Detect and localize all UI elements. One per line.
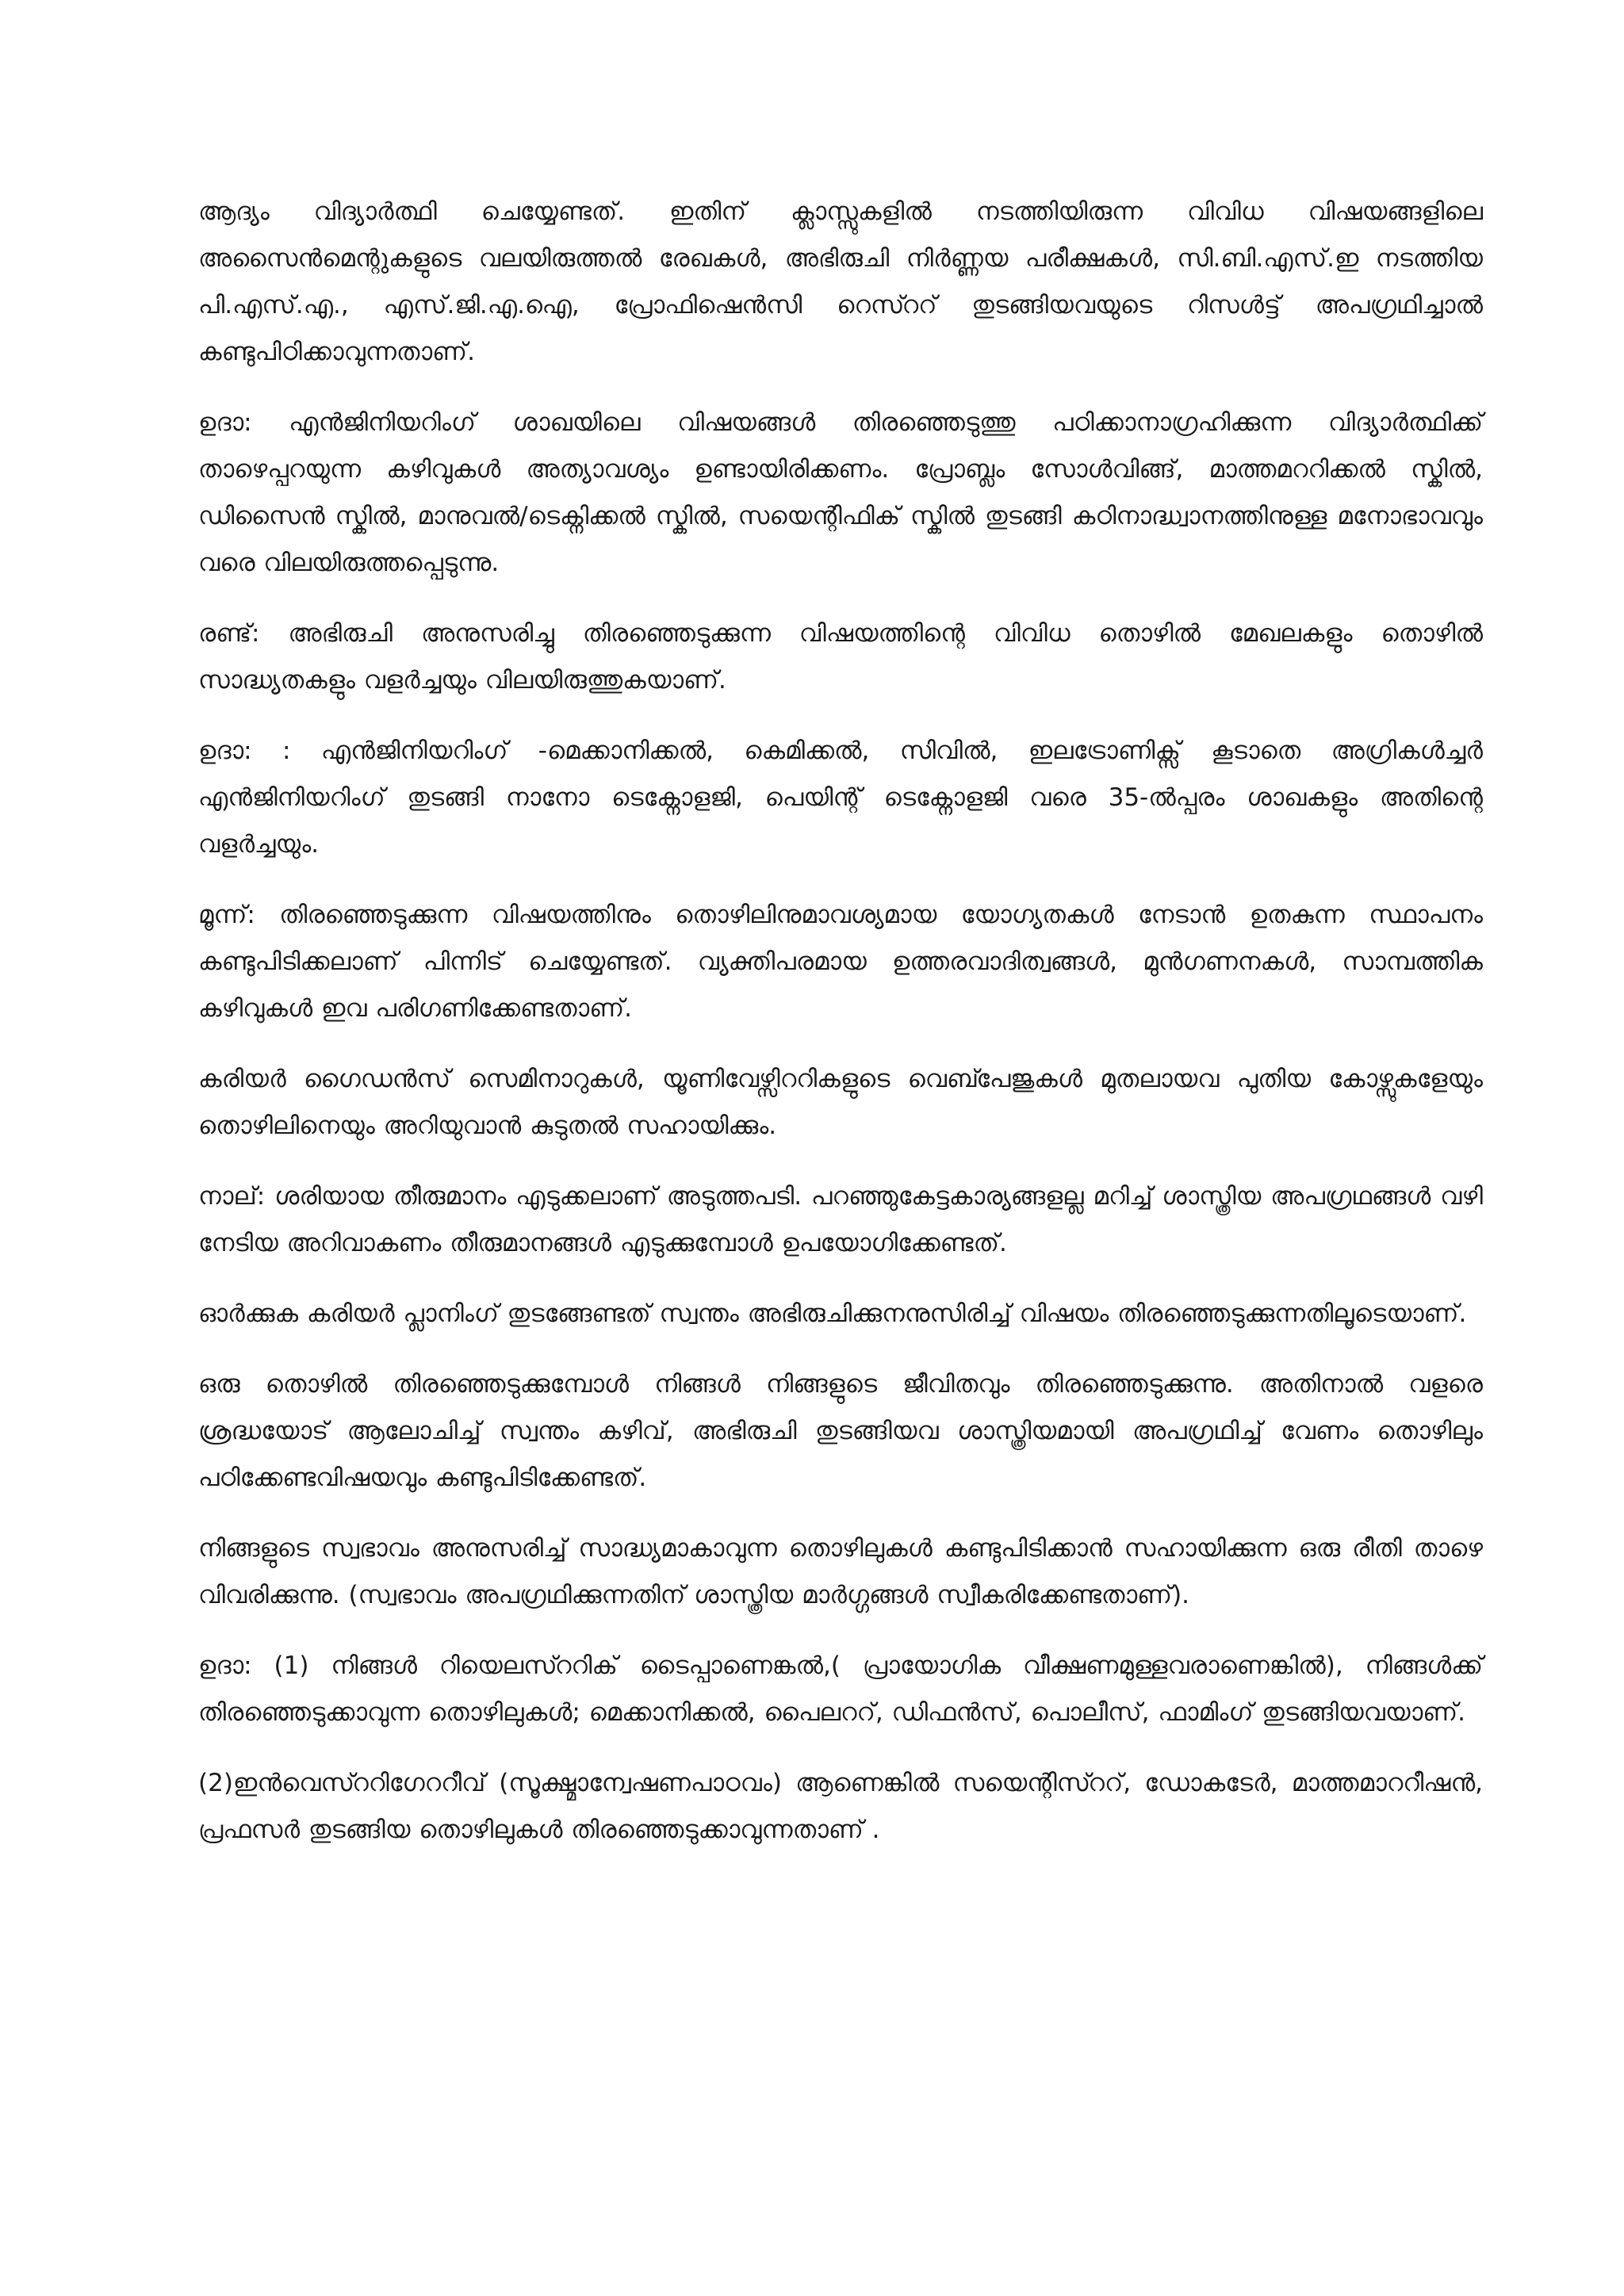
paragraph-4: ഉദാ: : എൻജിനിയറിംഗ് -മെക്കാനിക്കൽ, കെമിക്കൽ, സിവിൽ, ഇലട്രോണിക്സ് കൂടാതെ അഗ്രികൾച്ചർ എൻജിനിയറിംഗ് തുടങ്ങി നാനോ ടെക്നോളജി, പെയിന്റ് ടെക്നോളജി വരെ 35-ൽപ്പരം ശാഖകളും അതിന്റെ വളർച്ചയും. (198, 737, 1483, 859)
paragraph-5: മൂന്ന്: തിരഞ്ഞെടുക്കുന്ന വിഷയത്തിനും തൊഴിലിനുമാവശ്യമായ യോഗ്യതകൾ നേടാൻ ഉതകുന്ന സ്ഥാപനം കണ്ടുപിടിക്കലാണ് പിന്നിട് ചെയ്യേണ്ടത്. വ്യക്തിപരമായ ഉത്തരവാദിത്വങ്ങൾ, മുൻഗണനകൾ, സാമ്പത്തിക കഴിവുകൾ ഇവ പരിഗണിക്കേണ്ടതാണ്. (198, 901, 1483, 1023)
paragraph-9: ഒരു തൊഴിൽ തിരഞ്ഞെടുക്കുമ്പോൾ നിങ്ങൾ നിങ്ങളുടെ ജീവിതവും തിരഞ്ഞെടുക്കുന്നു. അതിനാൽ വളരെ ശ്രദ്ധയോട് ആലോചിച്ച് സ്വന്തം കഴിവ്, അഭിരുചി തുടങ്ങിയവ ശാസ്ത്രിയമായി അപഗ്രഥിച്ച് വേണം തൊഴിലും പഠിക്കേണ്ടവിഷയവും കണ്ടുപിടിക്കേണ്ടത്. (198, 1370, 1483, 1492)
paragraph-7: നാല്: ശരിയായ തീരുമാനം എടുക്കലാണ് അടുത്തപടി. പറഞ്ഞുകേട്ടകാര്യങ്ങളല്ല മറിച്ച് ശാസ്ത്രിയ അപഗ്രഥങ്ങൾ വഴി നേടിയ അറിവാകണം തീരുമാനങ്ങൾ എടുക്കുമ്പോൾ ഉപയോഗിക്കേണ്ടത്. (198, 1182, 1483, 1257)
paragraph-2: ഉദാ: എൻജിനിയറിംഗ് ശാഖയിലെ വിഷയങ്ങൾ തിരഞ്ഞെടുത്തു പഠിക്കാനാഗ്രഹിക്കുന്ന വിദ്യാർത്ഥിക്ക് താഴെപ്പറയുന്ന കഴിവുകൾ അത്യാവശ്യം ഉണ്ടായിരിക്കണം. പ്രോബ്ലം സോൾവിങ്ങ്, മാത്തമററിക്കൽ സ്കിൽ, ഡിസൈൻ സ്കിൽ, മാനുവൽ/ടെക്നിക്കൽ സ്കിൽ, സയെന്റിഫിക് സ്കിൽ തുടങ്ങി കഠിനാദ്ധ്വാനത്തിനുള്ള മനോഭാവവും വരെ വിലയിരുത്തപ്പെടുന്നു. (198, 408, 1483, 577)
paragraph-6: കരിയർ ഗൈഡൻസ് സെമിനാറുകൾ, യൂണിവേഴ്സിററികളുടെ വെബ്പേജുകൾ മുതലായവ പുതിയ കോഴ്സുകളേയും തൊഴിലിനെയും അറിയുവാൻ കുടുതൽ സഹായിക്കും. (198, 1065, 1483, 1140)
paragraph-8: ഓർക്കുക കരിയർ പ്ലാനിംഗ് തുടങ്ങേണ്ടത് സ്വന്തം അഭിരുചിക്കുനനുസിരിച്ച് വിഷയം തിരഞ്ഞെടുക്കുന്നതിലൂടെയാണ്. (198, 1299, 1467, 1328)
paragraph-3: രണ്ട്: അഭിരുചി അനുസരിച്ചു തിരഞ്ഞെടുക്കുന്ന വിഷയത്തിന്റെ വിവിധ തൊഴിൽ മേഖലകളും തൊഴിൽ സാദ്ധ്യതകളും വളർച്ചയും വിലയിരുത്തുകയാണ്. (198, 619, 1483, 695)
paragraph-10: നിങ്ങളുടെ സ്വഭാവം അനുസരിച്ച് സാദ്ധ്യമാകാവുന്ന തൊഴിലുകൾ കണ്ടുപിടിക്കാൻ സഹായിക്കുന്ന ഒരു രീതി താഴെ വിവരിക്കുന്നു. (സ്വഭാവം അപഗ്രഥിക്കുന്നതിന് ശാസ്ത്രിയ മാർഗ്ഗങ്ങൾ സ്വീകരിക്കേണ്ടതാണ്). (198, 1534, 1483, 1609)
paragraph-12: (2)ഇൻവെസ്ററിഗേററീവ് (സൂക്ഷ്മാന്വേഷണപാഠവം) ആണെങ്കിൽ സയെന്റിസ്ററ്, ഡോകടേർ, മാത്തമാററീഷൻ, പ്രഫസർ തുടങ്ങിയ തൊഴിലുകൾ തിരഞ്ഞെടുക്കാവുന്നതാണ് . (198, 1769, 1483, 1844)
paragraph-11: ഉദാ: (1) നിങ്ങൾ റിയെലസ്ററിക് ടൈപ്പാണെങ്കൽ,( പ്രായോഗിക വീക്ഷണമുള്ളവരാണെങ്കിൽ), നിങ്ങൾക്ക് തിരഞ്ഞെടുക്കാവുന്ന തൊഴിലുകൾ; മെക്കാനിക്കൽ, പൈലററ്, ഡിഫൻസ്, പൊലീസ്, ഫാമിംഗ് തുടങ്ങിയവയാണ്. (198, 1651, 1483, 1727)
paragraph-1: ആദ്യം വിദ്യാർത്ഥി ചെയ്യേണ്ടത്. ഇതിന് ക്ലാസ്സുകളിൽ നടത്തിയിരുന്ന വിവിധ വിഷയങ്ങളിലെ അസൈൻമെന്റുകളുടെ വലയിരുത്തൽ രേഖകൾ, അഭിരുചി നിർണ്ണയ പരീക്ഷകൾ, സി.ബി.എസ്.ഇ നടത്തിയ പി.എസ്.എ., എസ്.ജി.എ.ഐ, പ്രോഫിഷെൻസി റെസ്ററ് തുടങ്ങിയവയുടെ റിസൾട്ട് അപഗ്രഥിച്ചാൽ കണ്ടുപിഠിക്കാവുന്നതാണ്. (198, 197, 1483, 366)
document-page (198, 189, 1483, 1877)
